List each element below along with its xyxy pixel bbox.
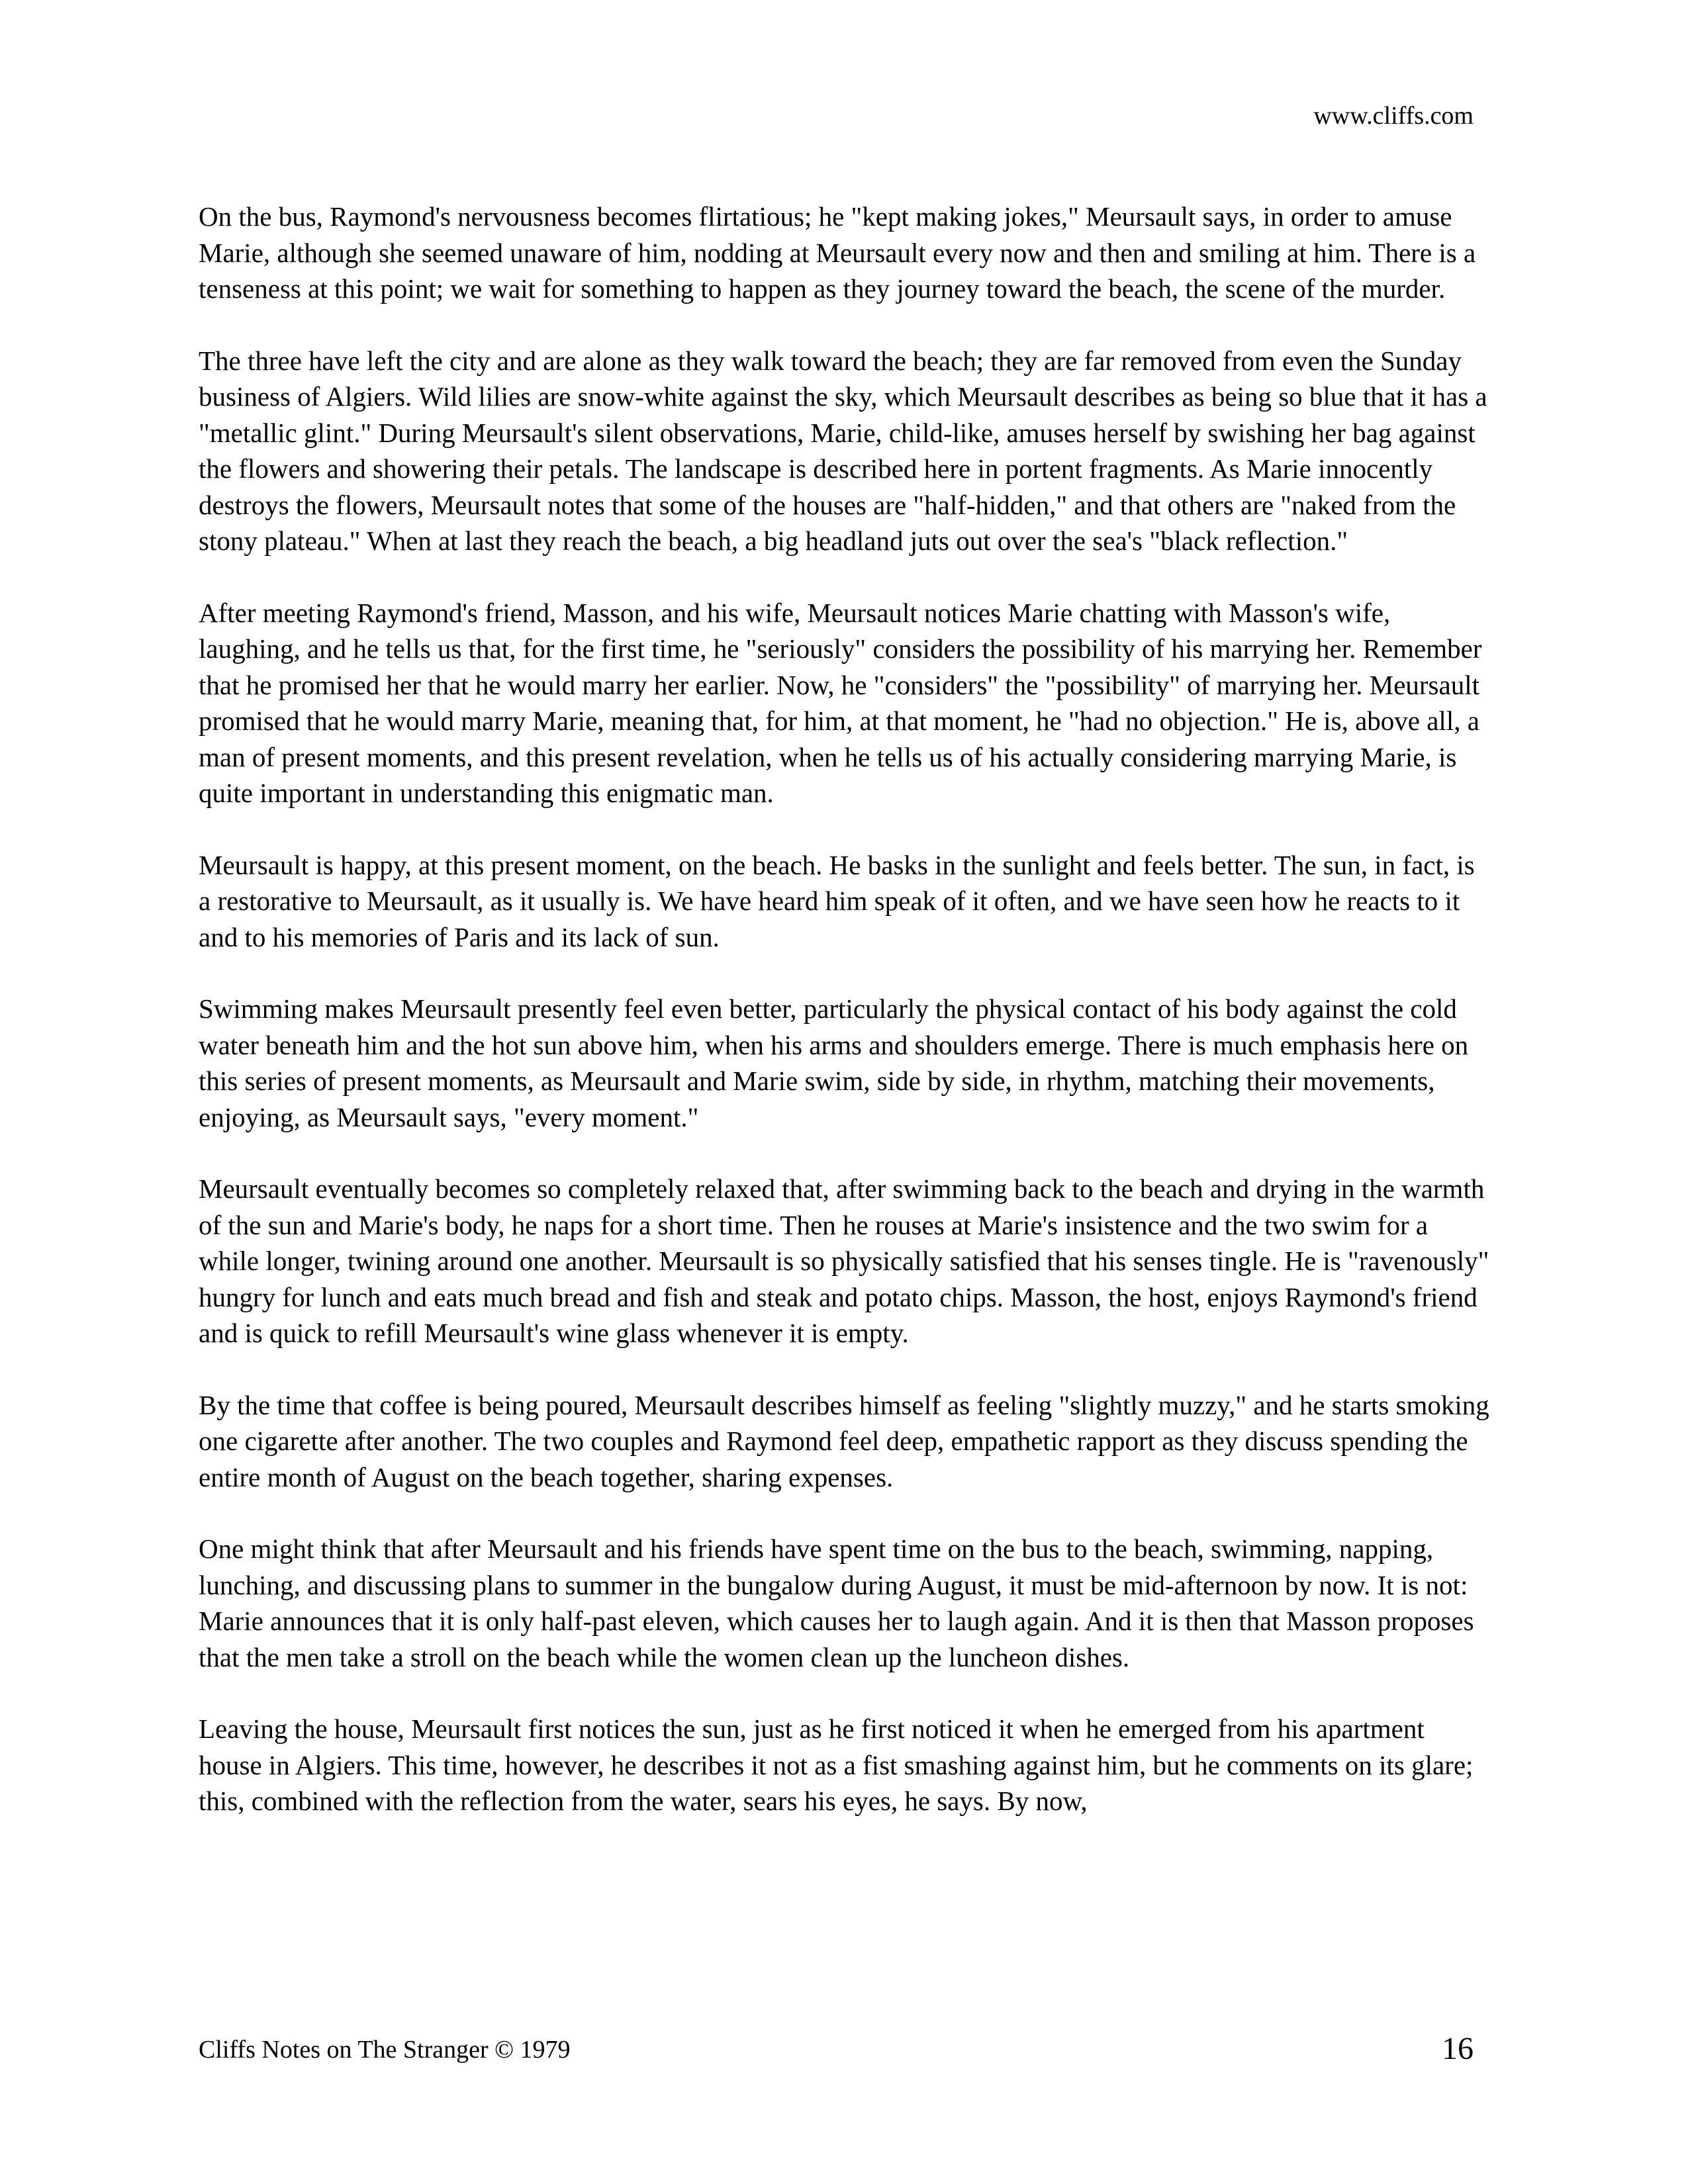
paragraph: The three have left the city and are alone as they walk toward the beach; they are far removed from even the Sunday business of Algiers. Wild lilies are snow-white against the sky, which Meursault describes as being so blue that it has a "metallic glint." During Meursault's silent observations, Marie, child-like, amuses herself by swishing her bag against the flowers and showering their petals. The landscape is described here in portent fragments. As Marie innocently destroys the flowers, Meursault notes that some of the houses are "half-hidden," and that others are "naked from the stony plateau." When at last they reach the beach, a big headland juts out over the sea's "black reflection." — [199, 345, 1487, 556]
paragraph: Meursault eventually becomes so completely relaxed that, after swimming back to the beach and drying in the warmth of the sun and Marie's body, he naps for a short time. Then he rouses at Marie's insistence and the two swim for a while longer, twining around one another. Meursault is so physically satisfied that his senses tingle. He is "ravenously" hungry for lunch and eats much bread and fish and steak and potato chips. Masson, the host, enjoys Raymond's friend and is quick to refill Meursault's wine glass whenever it is empty. — [199, 1173, 1489, 1348]
paragraph: Leaving the house, Meursault first notices the sun, just as he first noticed it when he emerged from his apartment house in Algiers. This time, however, he describes it not as a fist smashing against him, but he comments on its glare; this, combined with the reflection from the water, sears his eyes, he says. By now, — [199, 1713, 1474, 1816]
paragraph: After meeting Raymond's friend, Masson, and his wife, Meursault notices Marie chatting with Masson's wife, laughing, and he tells us that, for the first time, he "seriously" considers the possibility of his marrying her. Remember that he promised her that he would marry her earlier. Now, he "considers" the "possibility" of marrying her. Meursault promised that he would marry Marie, meaning that, for him, at that moment, he "had no objection." He is, above all, a man of present moments, and this present revelation, when he tells us of his actually considering marrying Marie, is quite important in understanding this enigmatic man. — [199, 597, 1482, 808]
footer-source: Cliffs Notes on The Stranger © 1979 — [199, 2036, 571, 2064]
paragraph: Swimming makes Meursault presently feel even better, particularly the physical contact of his body against the cold water beneath him and the hot sun above him, when his arms and shoulders emerge. There is much emphasis here on this series of present moments, as Meursault and Marie swim, side by side, in rhythm, matching their movements, enjoying, as Meursault says, "every moment." — [199, 993, 1469, 1132]
header-url: www.cliffs.com — [1313, 102, 1474, 130]
paragraph: One might think that after Meursault and his friends have spent time on the bus to the beach, swimming, napping, lunching, and discussing plans to summer in the bungalow during August, it must be mid-afternoon by now. It is not: Marie announces that it is only half-past eleven, which causes her to laugh again. And it is then that Masson proposes that the men take a stroll on the beach while the women clean up the luncheon dishes. — [199, 1533, 1474, 1672]
document-body — [199, 199, 1489, 1855]
page-number: 16 — [1442, 2031, 1474, 2066]
paragraph: Meursault is happy, at this present moment, on the beach. He basks in the sunlight and feels better. The sun, in fact, is a restorative to Meursault, as it usually is. We have heard him speak of it often, and we have seen how he reacts to it and to his memories of Paris and its lack of sun. — [199, 849, 1475, 952]
paragraph: On the bus, Raymond's nervousness becomes flirtatious; he "kept making jokes," Meursault says, in order to amuse Marie, although she seemed unaware of him, nodding at Meursault every now and then and smiling at him. There is a tenseness at this point; we wait for something to happen as they journey toward the beach, the scene of the murder. — [199, 201, 1476, 304]
paragraph: By the time that coffee is being poured, Meursault describes himself as feeling "slightly muzzy," and he starts smoking one cigarette after another. The two couples and Raymond feel deep, empathetic rapport as they discuss spending the entire month of August on the beach together, sharing expenses. — [199, 1389, 1489, 1492]
